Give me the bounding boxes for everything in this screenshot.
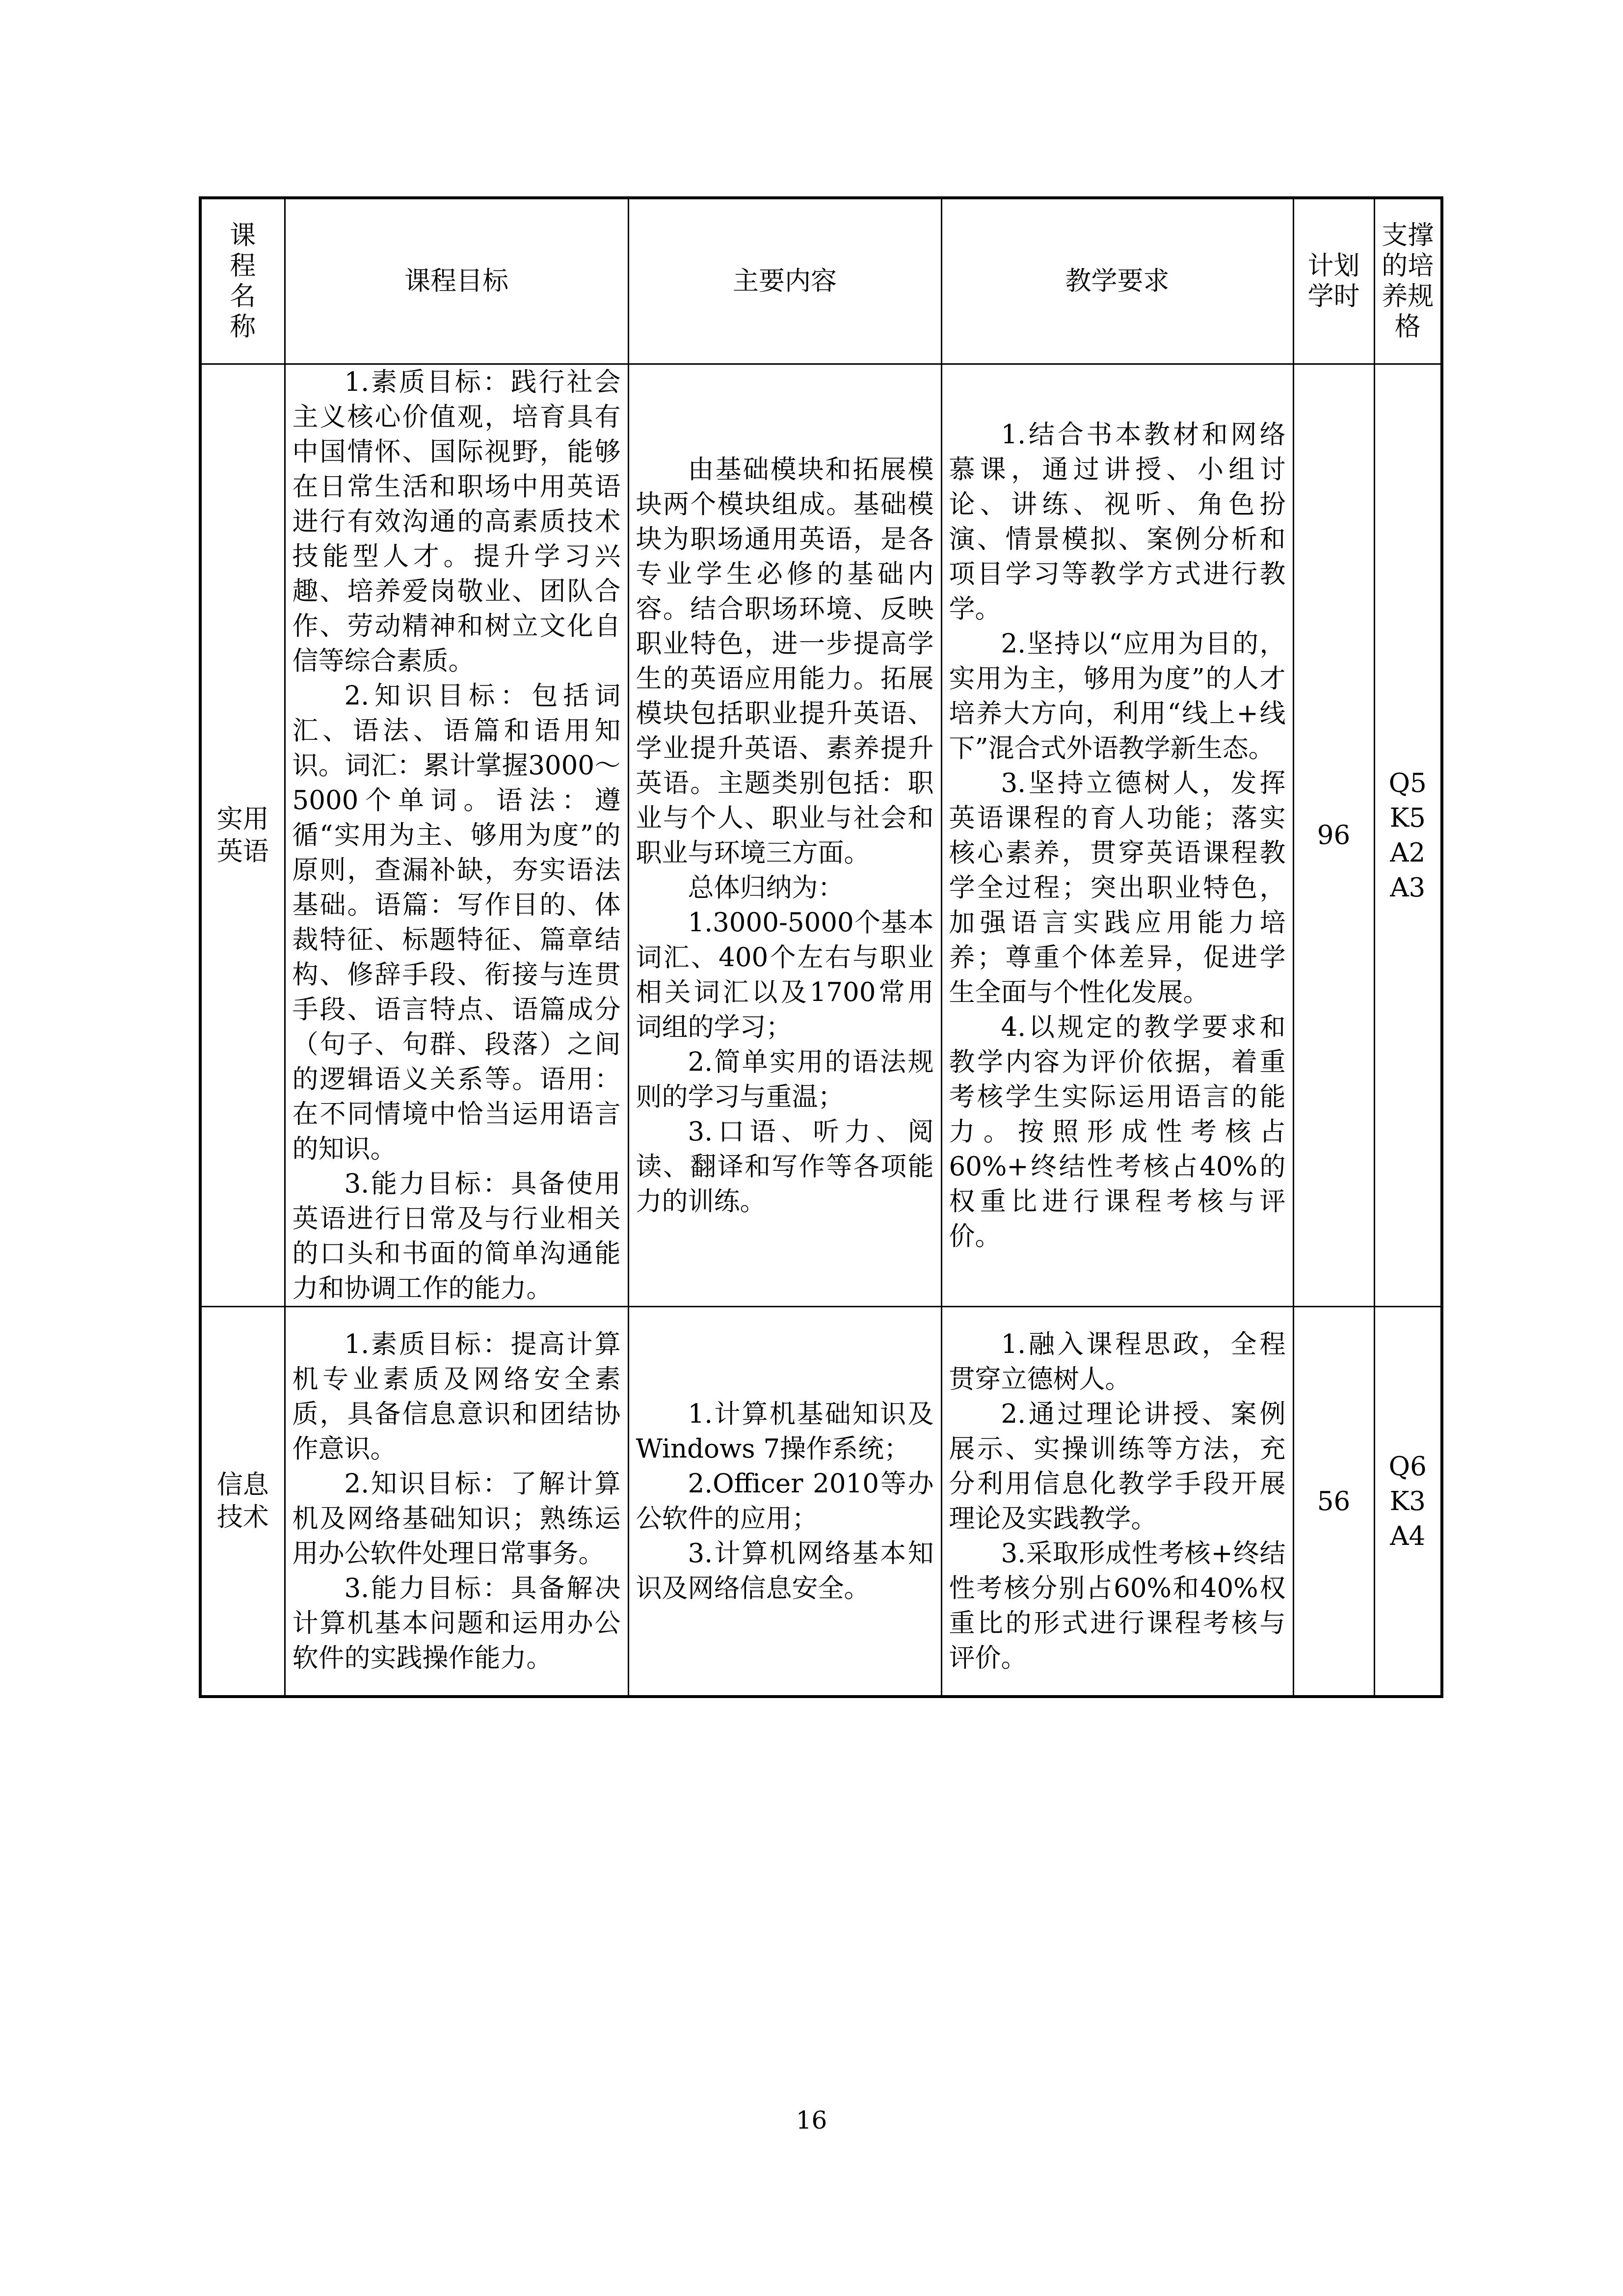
planned-hours: 96 [1317, 820, 1351, 850]
course-objective-cell [285, 364, 628, 1307]
table-header-row [200, 198, 1442, 364]
supported-specs-cell [1374, 1307, 1442, 1697]
teaching-requirements-cell [941, 364, 1293, 1307]
table-row [200, 364, 1442, 1307]
content-paragraph: 总体归纳为： [688, 872, 844, 903]
table-row [200, 1307, 1442, 1697]
page-number: 16 [796, 2106, 827, 2134]
course-objective-cell [285, 1307, 628, 1697]
header-main-content [628, 198, 941, 364]
requirement-paragraph: 2.通过理论讲授、案例展示、实操训练等方法，充分利用信息化教学手段开展理论及实践教学。 [949, 1399, 1286, 1534]
header-teaching-requirements-text: 教学要求 [1065, 266, 1170, 296]
header-supported-specs [1374, 198, 1442, 364]
header-teaching-requirements [941, 198, 1293, 364]
objective-paragraph: 2.知识目标：了解计算机及网络基础知识；熟练运用办公软件处理日常事务。 [292, 1469, 621, 1568]
requirement-paragraph: 2.坚持以“应用为目的，实用为主，够用为度”的人才培养大方向，利用“线上+线下”混合式外语教学新生态。 [949, 628, 1286, 763]
spec-code: K5 [1389, 803, 1426, 833]
content-paragraph: 由基础模块和拓展模块两个模块组成。基础模块为职场通用英语，是各专业学生必修的基础内容。结合职场环境、反映职业特色，进一步提高学生的英语应用能力。拓展模块包括职业提升英语、学业提升英语、素养提升英语。主题类别包括：职业与个人、职业与社会和职业与环境三方面。 [636, 454, 934, 868]
objective-paragraph: 3.能力目标：具备解决计算机基本问题和运用办公软件的实践操作能力。 [292, 1573, 621, 1673]
spec-code: Q5 [1388, 768, 1427, 798]
planned-hours-cell [1293, 1307, 1374, 1697]
spec-code: A3 [1390, 872, 1426, 903]
content-paragraph: 2.Officer 2010等办公软件的应用； [636, 1469, 934, 1534]
course-name: 实用英语 [216, 804, 269, 866]
header-course-name [200, 198, 285, 364]
header-course-name-text: 课程名称 [230, 220, 256, 342]
content-paragraph: 1.计算机基础知识及Windows 7操作系统； [636, 1399, 934, 1464]
header-planned-hours [1293, 198, 1374, 364]
teaching-requirements-cell [941, 1307, 1293, 1697]
course-table [199, 196, 1443, 1698]
content-paragraph: 2.简单实用的语法规则的学习与重温； [636, 1047, 934, 1112]
content-paragraph: 3.口语、听力、阅读、翻译和写作等各项能力的训练。 [636, 1116, 934, 1216]
supported-specs-cell [1374, 364, 1442, 1307]
course-name: 信息技术 [216, 1470, 269, 1532]
objective-paragraph: 1.素质目标：提高计算机专业素质及网络安全素质，具备信息意识和团结协作意识。 [292, 1329, 621, 1464]
content-paragraph: 3.计算机网络基本知识及网络信息安全。 [636, 1539, 934, 1603]
spec-code: K3 [1389, 1486, 1426, 1516]
requirement-paragraph: 3.坚持立德树人，发挥英语课程的育人功能；落实核心素养，贯穿英语课程教学全过程；突出职业特色，加强语言实践应用能力培养；尊重个体差异，促进学生全面与个性化发展。 [949, 768, 1286, 1007]
header-supported-specs-text: 支撑的培养规格 [1382, 220, 1434, 342]
spec-code: Q6 [1388, 1451, 1427, 1482]
requirement-paragraph: 1.融入课程思政，全程贯穿立德树人。 [949, 1329, 1286, 1394]
planned-hours-cell [1293, 364, 1374, 1307]
spec-code: A4 [1390, 1521, 1426, 1551]
header-course-objective [285, 198, 628, 364]
requirement-paragraph: 1.结合书本教材和网络慕课，通过讲授、小组讨论、讲练、视听、角色扮演、情景模拟、案例分析和项目学习等教学方式进行教学。 [949, 419, 1286, 624]
requirement-paragraph: 4.以规定的教学要求和教学内容为评价依据，着重考核学生实际运用语言的能力。按照形成性考核占60%+终结性考核占40%的权重比进行课程考核与评价。 [949, 1012, 1286, 1251]
header-planned-hours-text: 计划学时 [1307, 251, 1360, 311]
main-content-cell [628, 1307, 941, 1697]
objective-paragraph: 3.能力目标：具备使用英语进行日常及与行业相关的口头和书面的简单沟通能力和协调工作的能力。 [292, 1169, 621, 1303]
objective-paragraph: 1.素质目标：践行社会主义核心价值观，培育具有中国情怀、国际视野，能够在日常生活和职场中用英语进行有效沟通的高素质技术技能型人才。提升学习兴趣、培养爱岗敬业、团队合作、劳动精神和树立文化自信等综合素质。 [292, 367, 621, 676]
planned-hours: 56 [1317, 1486, 1351, 1516]
course-name-cell [200, 1307, 285, 1697]
spec-code: A2 [1390, 837, 1426, 868]
content-paragraph: 1.3000-5000个基本词汇、400个左右与职业相关词汇以及1700常用词组的学习； [636, 907, 934, 1042]
main-content-cell [628, 364, 941, 1307]
objective-paragraph: 2.知识目标：包括词汇、语法、语篇和语用知识。词汇：累计掌握3000～5000个单词。语法：遵循“实用为主、够用为度”的原则，查漏补缺，夯实语法基础。语篇：写作目的、体裁特征、标题特征、篇章结构、修辞手段、衔接与连贯手段、语言特点、语篇成分（句子、句群、段落）之间的逻辑语义关系等。语用：在不同情境中恰当运用语言的知识。 [292, 681, 621, 1164]
course-name-cell [200, 364, 285, 1307]
header-main-content-text: 主要内容 [733, 266, 837, 296]
header-course-objective-text: 课程目标 [404, 266, 508, 296]
requirement-paragraph: 3.采取形成性考核+终结性考核分别占60%和40%权重比的形式进行课程考核与评价。 [949, 1539, 1286, 1673]
